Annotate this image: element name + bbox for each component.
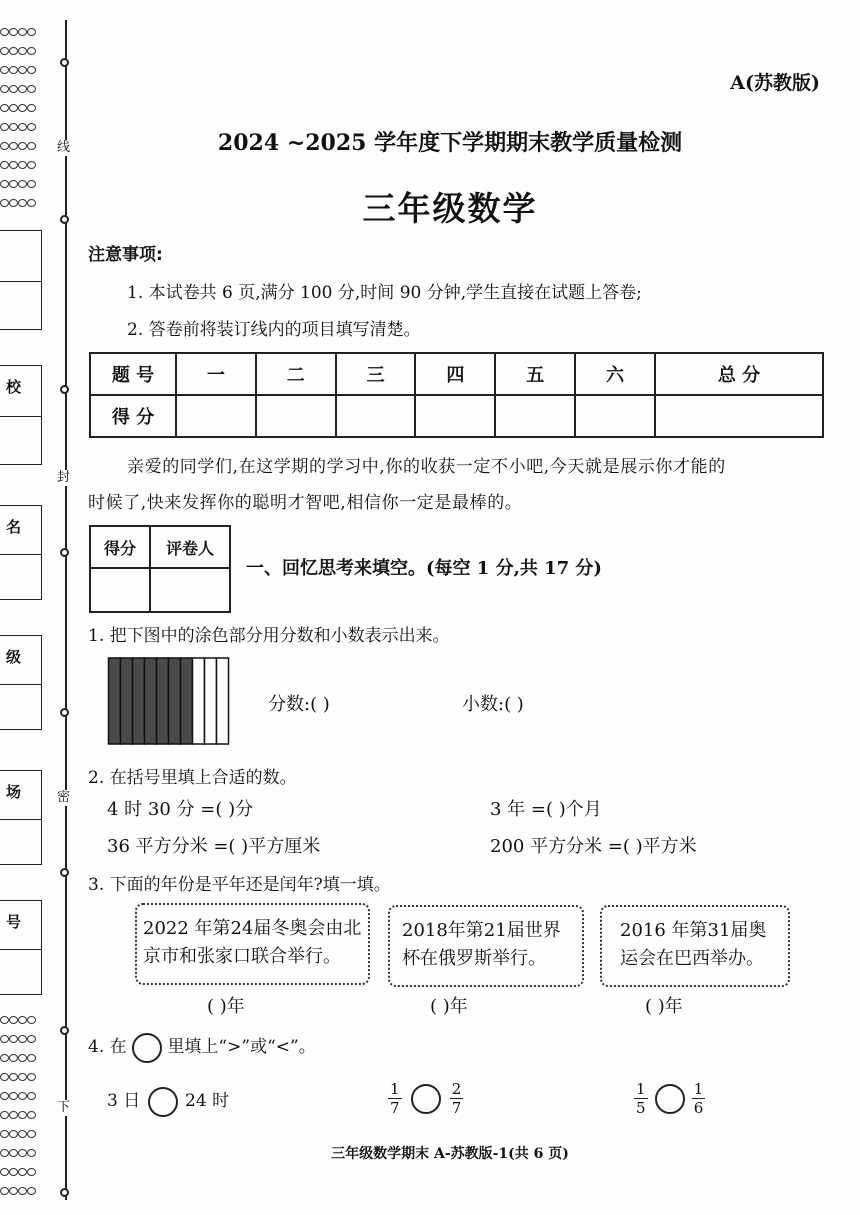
fill-blank-item[interactable]: 3 年 =( )个月 [490, 799, 602, 820]
binding-rings-bottom [0, 1010, 40, 1200]
intro-line: 亲爱的同学们,在这学期的学习中,你的收获一定不小吧,今天就是展示你才能的 [127, 457, 726, 477]
compare-item [107, 1086, 229, 1117]
table-cell: 一 [176, 353, 256, 395]
binding-ring-icon [9, 1035, 18, 1043]
exam-title: 2024 ~2025 学年度下学期期末教学质量检测 [217, 130, 683, 156]
binding-ring-icon [9, 1092, 18, 1100]
binding-field-1[interactable] [0, 230, 42, 330]
binding-ring-icon [18, 1016, 27, 1024]
binding-dot [60, 58, 69, 67]
binding-ring-icon [18, 1035, 27, 1043]
score-input-cell[interactable] [336, 395, 416, 437]
shaded-strip [145, 658, 157, 744]
unshaded-strip [205, 658, 217, 744]
binding-ring-icon [9, 1016, 18, 1024]
question-1: 1. 把下图中的涂色部分用分数和小数表示出来。 [88, 626, 450, 646]
binding-ring-icon [18, 104, 27, 112]
binding-ring-icon [27, 1073, 36, 1081]
compare-item [388, 1080, 463, 1117]
year-card [135, 903, 370, 985]
grader-box [89, 525, 231, 613]
score-input-cell[interactable] [176, 395, 256, 437]
binding-ring-icon [9, 1187, 18, 1195]
binding-ring-icon [18, 66, 27, 74]
score-input-cell[interactable] [415, 395, 495, 437]
binding-ring-icon [18, 161, 27, 169]
year-answer-blank[interactable]: ( )年 [207, 996, 245, 1017]
fraction [634, 1080, 648, 1117]
notice-item: 1. 本试卷共 6 页,满分 100 分,时间 90 分钟,学生直接在试题上答卷; [127, 283, 642, 303]
question-4-suffix: 里填上“>”或“<”。 [167, 1037, 316, 1057]
compare-item [634, 1080, 705, 1117]
binding-ring-icon [27, 1035, 36, 1043]
fraction [450, 1080, 464, 1117]
score-input-cell[interactable] [655, 395, 823, 437]
binding-field-label: 名 [6, 518, 22, 536]
year-answer-blank[interactable]: ( )年 [645, 996, 683, 1017]
question-2: 2. 在括号里填上合适的数。 [88, 768, 297, 788]
binding-field-school[interactable] [0, 365, 42, 465]
binding-ring-icon [0, 161, 9, 169]
notice-heading: 注意事项: [88, 245, 163, 265]
binding-ring-icon [9, 104, 18, 112]
shaded-strip [121, 658, 133, 744]
compare-right: 24 时 [185, 1091, 230, 1111]
decimal-blank[interactable]: 小数:( ) [462, 694, 524, 715]
table-cell: 二 [256, 353, 336, 395]
year-card-line: 2016 年第31届奥 [620, 920, 767, 941]
unshaded-strip [217, 658, 229, 744]
table-cell: 题 号 [90, 353, 176, 395]
numerator: 1 [693, 1080, 704, 1098]
binding-ring-icon [27, 1130, 36, 1138]
binding-ring-icon [9, 47, 18, 55]
table-cell: 得 分 [90, 395, 176, 437]
score-table [89, 352, 824, 438]
binding-ring-icon [27, 1187, 36, 1195]
binding-ring-icon [18, 85, 27, 93]
year-card-line: 2022 年第24届冬奥会由北 [143, 918, 362, 939]
binding-ring-icon [0, 1054, 9, 1062]
year-card-line: 京市和张家口联合举行。 [143, 946, 341, 967]
grader-name-input[interactable] [150, 568, 230, 612]
year-card [600, 905, 790, 987]
binding-ring-icon [0, 1035, 9, 1043]
binding-dot [60, 868, 69, 877]
numerator: 1 [636, 1080, 646, 1098]
binding-field-number[interactable] [0, 900, 42, 995]
binding-ring-icon [0, 85, 9, 93]
binding-char-mi: 密 [57, 790, 71, 805]
binding-field-room[interactable] [0, 770, 42, 865]
binding-ring-icon [9, 1130, 18, 1138]
binding-dot [60, 385, 69, 394]
binding-field-label: 级 [6, 648, 22, 666]
shaded-strip [169, 658, 181, 744]
binding-ring-icon [18, 1054, 27, 1062]
binding-ring-icon [27, 161, 36, 169]
binding-ring-icon [18, 1073, 27, 1081]
grader-score-label: 得分 [90, 526, 150, 568]
binding-ring-icon [0, 1168, 9, 1176]
page-title: 三年级数学 [362, 189, 538, 228]
binding-ring-icon [0, 1130, 9, 1138]
unshaded-strip [193, 658, 205, 744]
binding-field-label: 场 [6, 783, 22, 801]
question-4 [88, 1032, 316, 1063]
binding-ring-icon [27, 1016, 36, 1024]
binding-ring-icon [0, 28, 9, 36]
binding-ring-icon [27, 85, 36, 93]
grader-name-label: 评卷人 [150, 526, 230, 568]
binding-dot [60, 548, 69, 557]
binding-char-xian: 线 [57, 140, 71, 155]
fill-blank-item[interactable]: 200 平方分米 =( )平方米 [490, 836, 697, 857]
binding-ring-icon [18, 47, 27, 55]
score-input-cell[interactable] [256, 395, 336, 437]
binding-ring-icon [27, 47, 36, 55]
binding-field-label: 校 [6, 378, 22, 396]
score-table-score-row [90, 395, 823, 437]
grader-score-input[interactable] [90, 568, 150, 612]
binding-ring-icon [18, 1092, 27, 1100]
binding-char-feng: 封 [57, 470, 71, 485]
binding-dot [60, 708, 69, 717]
compare-circle-input[interactable] [655, 1084, 685, 1114]
table-cell: 六 [575, 353, 655, 395]
binding-ring-icon [0, 1073, 9, 1081]
notice-item: 2. 答卷前将装订线内的项目填写清楚。 [127, 320, 421, 340]
year-card-line: 2018年第21届世界 [402, 920, 561, 941]
binding-ring-icon [27, 1054, 36, 1062]
year-card [388, 905, 584, 987]
binding-ring-icon [27, 66, 36, 74]
binding-ring-icon [9, 85, 18, 93]
shaded-strip [157, 658, 169, 744]
binding-field-name[interactable] [0, 505, 42, 600]
binding-ring-icon [27, 1111, 36, 1119]
fill-blank-item[interactable]: 4 时 30 分 =( )分 [107, 799, 254, 820]
table-cell: 三 [336, 353, 416, 395]
year-card-line: 杯在俄罗斯举行。 [402, 948, 546, 969]
binding-field-class[interactable] [0, 635, 42, 730]
fraction-blank[interactable]: 分数:( ) [268, 694, 330, 715]
numerator: 2 [451, 1080, 462, 1098]
version-label: A(苏教版) [730, 72, 820, 94]
binding-ring-icon [9, 1054, 18, 1062]
binding-ring-icon [9, 1111, 18, 1119]
binding-ring-icon [0, 1016, 9, 1024]
score-input-cell[interactable] [575, 395, 655, 437]
denominator: 6 [693, 1099, 704, 1117]
question-4-prefix: 4. 在 [88, 1037, 127, 1057]
score-input-cell[interactable] [495, 395, 575, 437]
binding-ring-icon [9, 161, 18, 169]
binding-dot [60, 1188, 69, 1197]
binding-dot [60, 1026, 69, 1035]
compare-left: 3 日 [107, 1091, 141, 1111]
denominator: 7 [390, 1099, 400, 1117]
binding-ring-icon [27, 28, 36, 36]
table-cell: 总 分 [655, 353, 823, 395]
compare-circle-input[interactable] [148, 1087, 178, 1117]
table-cell: 四 [415, 353, 495, 395]
binding-ring-icon [9, 66, 18, 74]
binding-char-xia: 下 [57, 1100, 71, 1115]
binding-ring-icon [27, 1092, 36, 1100]
binding-field-label: 号 [6, 913, 22, 931]
binding-ring-icon [0, 1111, 9, 1119]
fraction [388, 1080, 402, 1117]
shaded-strip [109, 658, 121, 744]
binding-ring-icon [9, 1073, 18, 1081]
denominator: 5 [636, 1099, 646, 1117]
binding-ring-icon [27, 1168, 36, 1176]
score-table-header-row [90, 353, 823, 395]
binding-ring-icon [18, 1111, 27, 1119]
binding-ring-icon [0, 104, 9, 112]
compare-circle-input[interactable] [411, 1084, 441, 1114]
year-answer-blank[interactable]: ( )年 [430, 996, 468, 1017]
year-card-line: 运会在巴西举办。 [620, 948, 764, 969]
binding-ring-icon [9, 28, 18, 36]
binding-ring-icon [0, 1187, 9, 1195]
intro-line: 时候了,快来发挥你的聪明才智吧,相信你一定是最棒的。 [88, 493, 523, 513]
question-3: 3. 下面的年份是平年还是闰年?填一填。 [88, 875, 391, 895]
shaded-strip [133, 658, 145, 744]
shaded-strip [181, 658, 193, 744]
section-title: 一、回忆思考来填空。(每空 1 分,共 17 分) [246, 558, 602, 579]
denominator: 7 [451, 1099, 462, 1117]
binding-ring-icon [27, 104, 36, 112]
fill-blank-item[interactable]: 36 平方分米 =( )平方厘米 [107, 836, 321, 857]
binding-ring-icon [18, 1187, 27, 1195]
binding-ring-icon [9, 1168, 18, 1176]
binding-ring-icon [0, 47, 9, 55]
fraction [692, 1080, 706, 1117]
numerator: 1 [390, 1080, 400, 1098]
table-cell: 五 [495, 353, 575, 395]
binding-ring-icon [18, 1168, 27, 1176]
page-footer: 三年级数学期末 A-苏教版-1(共 6 页) [331, 1146, 569, 1162]
shaded-strips-figure [107, 656, 230, 746]
binding-ring-icon [18, 1130, 27, 1138]
binding-ring-icon [0, 66, 9, 74]
compare-circle-icon [132, 1033, 162, 1063]
binding-ring-icon [18, 28, 27, 36]
binding-ring-icon [0, 1092, 9, 1100]
